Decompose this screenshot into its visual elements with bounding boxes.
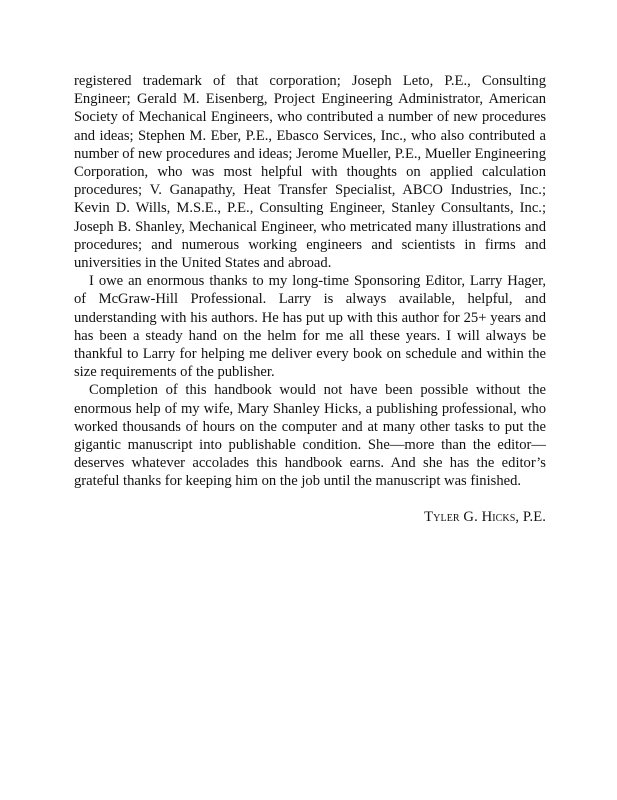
author-signature-text: Tyler G. Hicks, P.E. [424, 508, 546, 525]
paragraph-editor-thanks: I owe an enormous thanks to my long-time Sponsoring Editor, Larry Hager, of McGraw-Hill Professional. Larry is always available, helpful, and understanding with his authors. He has put up with this author for 25+ years and has been a steady hand on the helm for me all these years. I will always be thankful to Larry for helping me deliver every book on schedule and within the size requirements of the publisher. [74, 273, 546, 381]
page-body [74, 72, 546, 526]
paragraph-acknowledgements-continued: registered trademark of that corporation; Joseph Leto, P.E., Consulting Engineer; Gerald M. Eisenberg, Project Engineering Administrator, American Society of Mechanical Engineers, who contributed a number of new procedures and ideas; Stephen M. Eber, P.E., Ebasco Services, Inc., who also contributed a number of new procedures and ideas; Jerome Mueller, P.E., Mueller Engineering Corporation, who was most helpful with thoughts on applied calculation procedures; V. Ganapathy, Heat Transfer Specialist, ABCO Industries, Inc.; Kevin D. Wills, M.S.E., P.E., Consulting Engineer, Stanley Consultants, Inc.; Joseph B. Shanley, Mechanical Engineer, who metricated many illustrations and procedures; and numerous working engineers and scientists in firms and universities in the United States and abroad. [74, 73, 546, 272]
author-signature [74, 508, 546, 526]
paragraph-wife-thanks: Completion of this handbook would not have been possible without the enormous help of my wife, Mary Shanley Hicks, a publishing professional, who worked thousands of hours on the computer and at many other tasks to put the gigantic manuscript into publishable condition. She—more than the editor—deserves whatever accolades this handbook earns. And she has the editor’s grateful thanks for keeping him on the job until the manuscript was finished. [74, 382, 546, 490]
